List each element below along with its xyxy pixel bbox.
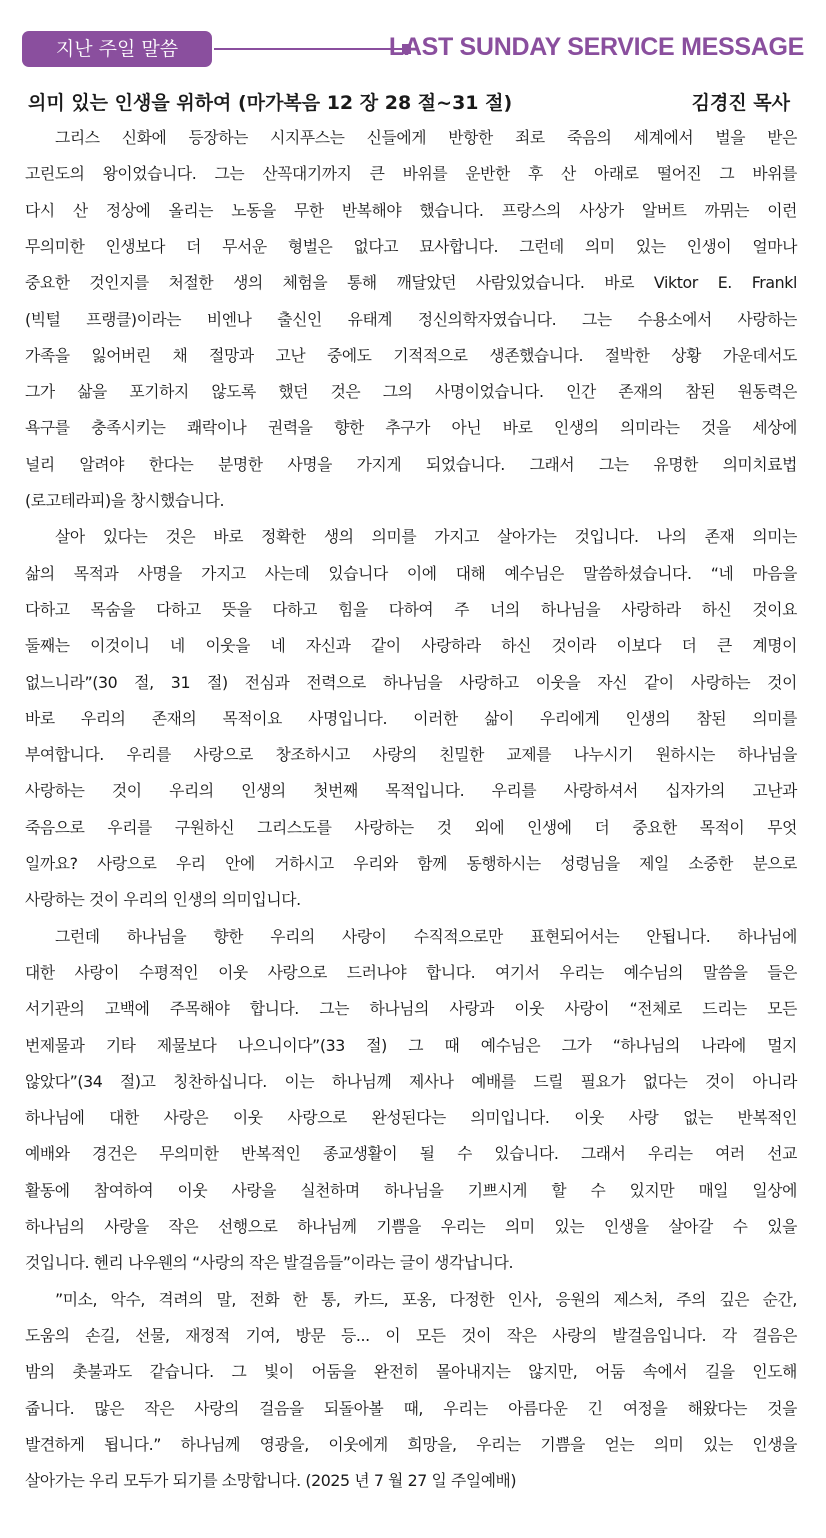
sermon-title: 의미 있는 인생을 위하여 (마가복음 12 장 28 절~31 절) xyxy=(28,92,513,114)
body-line: 죽음으로 우리를 구원하신 그리스도를 사랑하는 것 외에 인생에 더 중요한 목적이 무엇 xyxy=(25,817,797,837)
body-line: 욕구를 충족시키는 쾌락이나 권력을 향한 추구가 아닌 바로 인생의 의미라는 것을 세상에 xyxy=(25,418,797,438)
body-line: 않았다”(34 절)고 칭찬하십니다. 이는 하나님께 제사나 예배를 드릴 필요가 없다는 것이 아니라 xyxy=(25,1071,797,1091)
body-line: 둘째는 이것이니 네 이웃을 네 자신과 같이 사랑하라 하신 것이라 이보다 더 큰 계명이 xyxy=(25,636,797,656)
body-line: 바로 우리의 존재의 목적이요 사명입니다. 이러한 삶이 우리에게 인생의 참된 의미를 xyxy=(25,708,797,728)
sermon-author: 김경진 목사 xyxy=(691,92,790,114)
body-line: 사랑하는 것이 우리의 인생의 첫번째 목적입니다. 우리를 사랑하셔서 십자가의 고난과 xyxy=(25,781,797,801)
body-line: 밤의 촛불과도 같습니다. 그 빛이 어둠을 완전히 몰아내지는 않지만, 어둠 속에서 길을 인도해 xyxy=(25,1362,797,1382)
body-line: 활동에 참여하여 이웃 사랑을 실천하며 하나님을 기쁘시게 할 수 있지만 매일 일상에 xyxy=(25,1180,797,1200)
body-line: 부여합니다. 우리를 사랑으로 창조하시고 사랑의 친밀한 교제를 나누시기 원하시는 하나님을 xyxy=(25,745,797,765)
body-line: 중요한 것인지를 처절한 생의 체험을 통해 깨달았던 사람있었습니다. 바로 Viktor E. Frankl xyxy=(25,273,797,293)
body-line: (로고테라피)을 창시했습니다. xyxy=(25,491,225,510)
body-line: 다하고 목숨을 다하고 뜻을 다하고 힘을 다하여 주 너의 하나님을 사랑하라 하신 것이요 xyxy=(25,599,797,619)
body-line: 없느니라”(30 절, 31 절) 전심과 전력으로 하나님을 사랑하고 이웃을 자신 같이 사랑하는 것이 xyxy=(25,672,797,692)
section-english-title: LAST SUNDAY SERVICE MESSAGE xyxy=(388,33,804,61)
body-line: 삶의 목적과 사명을 가지고 사는데 있습니다 이에 대해 예수님은 말씀하셨습니다. “네 마음을 xyxy=(25,563,797,583)
body-line: 무의미한 인생보다 더 무서운 형벌은 없다고 묘사합니다. 그런데 의미 있는 인생이 얼마나 xyxy=(25,236,797,256)
body-line: 발견하게 됩니다.” 하나님께 영광을, 이웃에게 희망을, 우리는 기쁨을 얻는 의미 있는 인생을 xyxy=(25,1434,797,1454)
body-line: 고린도의 왕이었습니다. 그는 산꼭대기까지 큰 바위를 운반한 후 산 아래로 떨어진 그 바위를 xyxy=(25,164,797,184)
body-line: 그가 삶을 포기하지 않도록 했던 것은 그의 사명이었습니다. 인간 존재의 참된 원동력은 xyxy=(25,382,797,402)
body-line: 하나님에 대한 사랑은 이웃 사랑으로 완성된다는 의미입니다. 이웃 사랑 없는 반복적인 xyxy=(25,1108,797,1128)
body-line: 그런데 하나님을 향한 우리의 사랑이 수직적으로만 표현되어서는 안됩니다. 하나님에 xyxy=(55,926,797,946)
body-line: 것입니다. 헨리 나우웬의 “사랑의 작은 발걸음들”이라는 글이 생각납니다. xyxy=(25,1253,514,1273)
section-banner xyxy=(22,31,804,67)
body-line: ”미소, 악수, 격려의 말, 전화 한 통, 카드, 포옹, 다정한 인사, 응원의 제스처, 주의 깊은 순간, xyxy=(55,1289,797,1309)
body-line: 그리스 신화에 등장하는 시지푸스는 신들에게 반항한 죄로 죽음의 세계에서 벌을 받은 xyxy=(55,128,797,147)
body-line: 번제물과 기타 제물보다 나으니이다”(33 절) 그 때 예수님은 그가 “하나님의 나라에 멀지 xyxy=(25,1035,797,1055)
body-line: 서기관의 고백에 주목해야 합니다. 그는 하나님의 사랑과 이웃 사랑이 “전체로 드리는 모든 xyxy=(25,999,797,1019)
body-line: 널리 알려야 한다는 분명한 사명을 가지게 되었습니다. 그래서 그는 유명한 의미치료법 xyxy=(25,454,797,474)
banner-rule xyxy=(214,48,402,50)
body-line: 살아 있다는 것은 바로 정확한 생의 의미를 가지고 살아가는 것입니다. 나의 존재 의미는 xyxy=(55,527,797,547)
body-line: 도움의 손길, 선물, 재정적 기여, 방문 등... 이 모든 것이 작은 사랑의 발걸음입니다. 각 걸음은 xyxy=(25,1325,797,1345)
body-line: 줍니다. 많은 작은 사랑의 걸음을 되돌아볼 때, 우리는 아름다운 긴 여정을 해왔다는 것을 xyxy=(25,1398,797,1418)
body-line: 다시 산 정상에 올리는 노동을 무한 반복해야 했습니다. 프랑스의 사상가 알버트 까뮈는 이런 xyxy=(25,200,797,220)
section-badge: 지난 주일 말씀 xyxy=(22,31,212,67)
body-line: 하나님의 사랑을 작은 선행으로 하나님께 기쁨을 우리는 의미 있는 인생을 살아갈 수 있을 xyxy=(25,1217,797,1236)
body-line: 사랑하는 것이 우리의 인생의 의미입니다. xyxy=(25,890,301,910)
body-line: 가족을 잃어버린 채 절망과 고난 중에도 기적적으로 생존했습니다. 절박한 상황 가운데서도 xyxy=(25,345,797,365)
body-line: (빅털 프랭클)이라는 비엔나 출신인 유태계 정신의학자였습니다. 그는 수용소에서 사랑하는 xyxy=(25,309,797,329)
body-line: 대한 사랑이 수평적인 이웃 사랑으로 드러나야 합니다. 여기서 우리는 예수님의 말씀을 들은 xyxy=(25,962,797,982)
body-line: 일까요? 사랑으로 우리 안에 거하시고 우리와 함께 동행하시는 성령님을 제일 소중한 분으로 xyxy=(25,854,797,873)
body-line: 살아가는 우리 모두가 되기를 소망합니다. (2025 년 7 월 27 일 주일예배) xyxy=(25,1471,517,1491)
body-line: 예배와 경건은 무의미한 반복적인 종교생활이 될 수 있습니다. 그래서 우리는 여러 선교 xyxy=(25,1144,797,1164)
